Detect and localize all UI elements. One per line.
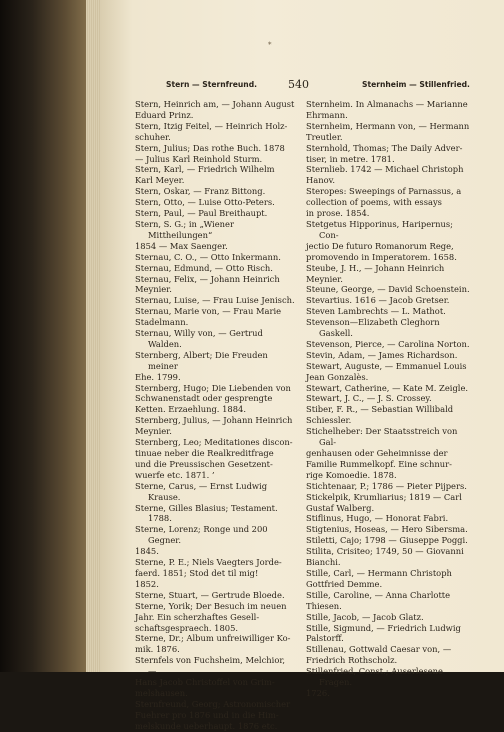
entry-line: Stille, Carl, — Hermann Christoph xyxy=(306,567,452,578)
entry-line: Sternau, Marie von, — Frau Marie xyxy=(135,306,282,317)
entry-line: Steube, J. H., — Johann Heinrich xyxy=(306,262,445,273)
entry-line: Sternhold, Thomas; The Daily Adver- xyxy=(306,142,463,153)
entry-line: Stevenson—Elizabeth Cleghorn Gaskell. xyxy=(306,317,443,339)
index-entry xyxy=(135,306,295,328)
entry-line: Sternfreund, Georg; Astronomischer xyxy=(135,698,291,709)
entry-line: Stern, Itzig Feitel, — Heinrich Holz- xyxy=(135,120,288,131)
index-entry xyxy=(135,164,295,186)
entry-line: Jahr. Ein scherzhaftes Gesell- xyxy=(135,611,260,622)
index-entry xyxy=(135,263,295,274)
index-entry xyxy=(135,557,295,590)
entry-line: Stichelheber: Der Staatsstreich von Gal- xyxy=(306,426,461,448)
entry-line: Stetgetus Hipporinus, Haripernus; Con- xyxy=(306,218,456,240)
entry-line: Stevartius. 1616 — Jacob Gretser. xyxy=(306,295,450,306)
entry-line: Stevenson, Pierce, — Carolina Norton. xyxy=(306,338,470,349)
entry-line: collection of poems, with essays xyxy=(306,197,442,208)
entry-line: Sternau, Edmund, — Otto Risch. xyxy=(135,262,273,273)
index-entry xyxy=(306,393,474,404)
index-entry xyxy=(306,546,474,568)
index-entry xyxy=(135,699,295,732)
index-entry xyxy=(306,590,474,612)
index-entry xyxy=(306,186,474,219)
index-entry xyxy=(306,623,474,645)
entry-line: Gottfried Demme. xyxy=(306,578,383,589)
entry-line: Steropes: Sweepings of Parnassus, a xyxy=(306,186,462,197)
entry-line: melskunde ueberhaupt. 1876 etc. xyxy=(135,720,278,731)
entry-line: Bianchi. xyxy=(306,557,341,568)
entry-line: Steven Lambrechts — L. Mathot. xyxy=(306,306,446,317)
entry-line: Sternau, C. O., — Otto Inkermann. xyxy=(135,251,281,262)
entry-line: Jean Gonzalès. xyxy=(306,371,369,382)
entry-line: Sternberg, Julius, — Johann Heinrich xyxy=(135,415,293,426)
index-entry xyxy=(306,121,474,143)
page-number: 540 xyxy=(288,78,309,91)
entry-line: Sterne, Stuart, — Gertrude Bloede. xyxy=(135,589,285,600)
entry-line: Ketten. Erzaehlung. 1884. xyxy=(135,404,246,415)
entry-line: Sternfels von Fuchsheim, Melchior, — xyxy=(135,655,288,677)
running-head-right: Sternheim — Stillenfried. xyxy=(362,80,470,89)
entry-line: 1845. xyxy=(135,546,159,557)
entry-line: Sternheim, Hermann von, — Hermann xyxy=(306,120,470,131)
entry-line: rige Komoedie. 1878. xyxy=(306,469,397,480)
entry-line: Stern, Karl, — Friedrich Wilhelm xyxy=(135,164,275,175)
index-entry xyxy=(135,590,295,601)
entry-line: Gustaf Walberg. xyxy=(306,502,375,513)
entry-line: und die Preussischen Gesetzent- xyxy=(135,458,273,469)
right-column xyxy=(306,99,474,699)
index-entry xyxy=(306,143,474,165)
index-entry xyxy=(306,361,474,383)
entry-line: Sterne, Carus, — Ernst Ludwig Krause. xyxy=(135,480,270,502)
index-entry xyxy=(306,535,474,546)
entry-line: Meynier. xyxy=(135,426,172,437)
index-entry xyxy=(306,612,474,623)
index-entry xyxy=(135,208,295,219)
index-entry xyxy=(306,284,474,295)
entry-line: jectio De futuro Romanorum Rege, xyxy=(306,240,454,251)
entry-line: Friedrich Rothscholz. xyxy=(306,655,398,666)
page-mark: * xyxy=(268,41,272,49)
entry-line: Stewart, J. C., — J. S. Crossey. xyxy=(306,393,432,404)
entry-line: Stern, Paul, — Paul Breithaupt. xyxy=(135,208,268,219)
entry-line: Stichtenaar, P.; 1786 — Pieter Pijpers. xyxy=(306,480,467,491)
entry-line: Stiber, F. R., — Sebastian Willibald xyxy=(306,404,454,415)
entry-line: Hans Jacob Christoffel von Grim- xyxy=(135,677,275,688)
entry-line: Stillenfried, Const.; Auserlesene Fragen. xyxy=(306,666,446,688)
index-entry xyxy=(306,383,474,394)
entry-line: — Julius Karl Reinhold Sturm. xyxy=(135,153,263,164)
index-entry xyxy=(306,568,474,590)
entry-line: Ehe. 1799. xyxy=(135,371,181,382)
index-entry xyxy=(135,437,295,481)
entry-line: Sternau, Luise, — Frau Luise Jenisch. xyxy=(135,295,295,306)
entry-line: Stern, Heinrich am, — Johann August xyxy=(135,99,295,109)
index-entry xyxy=(306,524,474,535)
index-entry xyxy=(306,295,474,306)
entry-line: Schiessler. xyxy=(306,415,352,426)
entry-line: in prose. 1854. xyxy=(306,208,370,219)
entry-line: Sternberg, Albert; Die Freuden meiner xyxy=(135,349,271,371)
index-entry xyxy=(135,350,295,383)
index-entry xyxy=(306,317,474,339)
entry-line: Stillenau, Gottwald Caesar von, — xyxy=(306,644,452,655)
entry-line: 1854 — Max Saenger. xyxy=(135,240,228,251)
entry-line: 1726. xyxy=(306,687,330,698)
index-entry xyxy=(135,252,295,263)
index-entry xyxy=(135,328,295,350)
index-entry xyxy=(135,186,295,197)
entry-line: Sterne, P. E.; Niels Vaegters Jorde- xyxy=(135,557,282,568)
index-entry xyxy=(135,601,295,634)
entry-line: Stigtenius, Hoseas, — Hero Sibersma. xyxy=(306,524,468,535)
entry-line: Sternau, Felix, — Johann Heinrich xyxy=(135,273,280,284)
book-page xyxy=(100,0,504,731)
entry-line: Stiletti, Cajo; 1798 — Giuseppe Poggi. xyxy=(306,535,468,546)
running-head-left: Stern — Sternfreund. xyxy=(166,80,258,89)
index-entry xyxy=(135,524,295,557)
entry-line: Sterne, Yorik; Der Besuch im neuen xyxy=(135,600,287,611)
entry-line: wuerfe etc. 1871. ’ xyxy=(135,469,215,480)
entry-line: Stille, Sigmund, — Friedrich Ludwig xyxy=(306,622,461,633)
entry-line: Stevin, Adam, — James Richardson. xyxy=(306,349,458,360)
entry-line: Palstorff. xyxy=(306,633,344,644)
index-entry xyxy=(306,350,474,361)
index-entry xyxy=(135,503,295,525)
index-entry xyxy=(306,339,474,350)
entry-line: Familie Rummelkopf. Eine schnur- xyxy=(306,458,452,469)
index-entry xyxy=(135,219,295,252)
entry-line: Stiflinus, Hugo, — Honorat Fabri. xyxy=(306,513,449,524)
entry-line: Sternberg, Hugo; Die Liebenden von xyxy=(135,382,291,393)
entry-line: Sternlieb. 1742 — Michael Christoph xyxy=(306,164,464,175)
entry-line: Schwanenstadt oder gesprengte xyxy=(135,393,273,404)
index-entry xyxy=(135,197,295,208)
index-entry xyxy=(135,633,295,655)
entry-line: 1852. xyxy=(135,578,159,589)
entry-line: Stewart, Auguste, — Emmanuel Louis xyxy=(306,360,467,371)
index-entry xyxy=(135,655,295,699)
index-entry xyxy=(135,274,295,296)
index-entry xyxy=(306,513,474,524)
entry-line: Stern, Oskar, — Franz Bittong. xyxy=(135,186,266,197)
book-spine-edge xyxy=(0,0,92,672)
entry-line: Stern, S. G.; in „Wiener Mittheilungen“ xyxy=(135,218,237,240)
index-entry xyxy=(306,219,474,263)
index-entry xyxy=(135,295,295,306)
entry-line: Sternau, Willy von, — Gertrud Walden. xyxy=(135,328,266,349)
index-entry xyxy=(306,492,474,514)
entry-line: Sternheim. In Almanachs — Marianne xyxy=(306,99,468,109)
entry-line: schaftsgespraech. 1805. xyxy=(135,622,239,633)
index-entry xyxy=(306,263,474,285)
index-entry xyxy=(135,481,295,503)
entry-line: tiser, in metre. 1781. xyxy=(306,153,395,164)
entry-line: Stadelmann. xyxy=(135,317,189,328)
entry-line: Sterne, Lorenz; Ronge und 200 Gegner. xyxy=(135,524,271,546)
entry-line: Eduard Prinz. xyxy=(135,109,194,120)
entry-line: Thiesen. xyxy=(306,600,342,611)
index-entry xyxy=(135,121,295,143)
index-entry xyxy=(306,99,474,121)
entry-line: promovendo in Imperatorem. 1658. xyxy=(306,251,457,262)
index-entry xyxy=(306,481,474,492)
entry-line: Fuehrer pro 1876 und in die Him- xyxy=(135,709,279,720)
index-entry xyxy=(306,426,474,481)
entry-line: mik. 1876. xyxy=(135,644,180,655)
index-entry xyxy=(135,99,295,121)
entry-line: Sternberg, Leo; Meditationes discon- xyxy=(135,437,293,448)
index-entry xyxy=(135,143,295,165)
entry-line: melshausen. xyxy=(135,687,188,698)
entry-line: Steune, George, — David Schoenstein. xyxy=(306,284,470,295)
entry-line: Meynier. xyxy=(135,284,172,295)
entry-line: faerd. 1851; Stod det til mig! xyxy=(135,567,259,578)
entry-line: Karl Meyer. xyxy=(135,175,185,186)
entry-line: Stilita, Crisiteo; 1749, 50 — Giovanni xyxy=(306,546,464,557)
entry-line: Stern, Julius; Das rothe Buch. 1878 xyxy=(135,142,285,153)
entry-line: schuher. xyxy=(135,131,171,142)
entry-line: Stewart, Catherine, — Kate M. Zeigle. xyxy=(306,382,469,393)
index-entry xyxy=(135,383,295,416)
entry-line: Stille, Jacob, — Jacob Glatz. xyxy=(306,611,424,622)
index-entry xyxy=(135,415,295,437)
entry-line: Sterne, Gilles Blasius; Testament. 1788. xyxy=(135,502,281,524)
entry-line: Hanov. xyxy=(306,175,336,186)
entry-line: tinuae neber die Realkreditfrage xyxy=(135,448,274,458)
entry-line: Stern, Otto, — Luise Otto-Peters. xyxy=(135,197,275,208)
index-entry xyxy=(306,306,474,317)
entry-line: Stickelpik, Krumliarius; 1819 — Carl xyxy=(306,491,462,502)
index-entry xyxy=(306,404,474,426)
entry-line: Stille, Caroline, — Anna Charlotte xyxy=(306,589,451,600)
index-entry xyxy=(306,164,474,186)
left-column xyxy=(135,99,295,732)
entry-line: Sterne, Dr.; Album unfreiwilliger Ko- xyxy=(135,633,291,644)
entry-line: Meynier. xyxy=(306,273,343,284)
entry-line: Ehrmann. xyxy=(306,109,348,120)
entry-line: Treutler. xyxy=(306,131,343,142)
index-entry xyxy=(306,666,474,699)
index-entry xyxy=(306,644,474,666)
entry-line: genhausen oder Geheimnisse der xyxy=(306,448,448,458)
running-head xyxy=(100,80,504,94)
